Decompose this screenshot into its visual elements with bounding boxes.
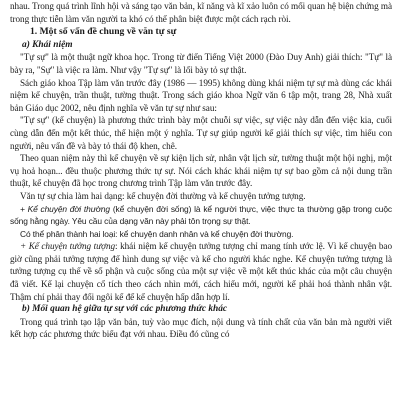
paragraph-imaginative-story (10, 240, 392, 303)
everyday-story-lead: + Kể chuyện đời thường (20, 203, 110, 214)
paragraph-intro: nhau. Trong quá trình lĩnh hội và sáng tạo văn bản, kĩ năng và kĩ xảo luôn có mối quan hệ biện chứng mà trong thực tiễn làm văn người ta khó có thể phân biệt được một cách rạch ròi. (10, 1, 392, 24)
subsection-heading-b: b) Mối quan hệ giữa tự sự với các phương thức khác (22, 304, 228, 315)
paragraph-two-types: Văn tự sự chia làm hai dạng: kể chuyện đời thường và kể chuyện tưởng tượng. (20, 190, 306, 201)
paragraph-textbook-history: Sách giáo khoa Tập làm văn trước đây (1986 — 1995) không dùng khái niệm tự sự mà dùng các khái niệm kể chuyện, trần thuật, tường thuật. Trong sách giáo khoa Ngữ văn 6 tập một, trang 28, Nhà xuất bản Giáo dục 2002, nêu định nghĩa về văn tự sự như sau: (10, 77, 392, 113)
everyday-story-body: (kể chuyện đời sống) là kể người thực, việc thực ta thường gặp trong cuộc sống hằng ngày. Yêu cầu của dạng văn này phải tôn trọng sự thật. (10, 203, 392, 227)
paragraph-definition-dictionary: "Tự sự" là một thuật ngữ khoa học. Trong từ điển Tiếng Việt 2000 (Đào Duy Anh) giải thích: "Tự" là bày ra, "Sự" là việc ra làm. Như vậy "Tự sự" là lối bày tỏ sự thật. (10, 52, 392, 75)
imaginative-story-lead: + Kể chuyện tưởng tượng (20, 241, 116, 252)
paragraph-everyday-story (10, 203, 392, 228)
paragraph-textbook-definition: "Tự sự" (kể chuyện) là phương thức trình bày một chuỗi sự việc, sự việc này dẫn đến việc kia, cuối cùng dẫn đến một kết thúc, thể hiện một ý nghĩa. Tự sự giúp người kể giải thích sự việc, tìm hiểu con người, nêu vấn đề và bày tỏ thái độ khen, chê. (10, 115, 392, 151)
subsection-heading-a: a) Khái niệm (22, 39, 73, 50)
paragraph-two-kinds: Có thể phân thành hai loại: kể chuyện danh nhân và kể chuyện đời thường. (20, 228, 294, 239)
paragraph-concept-scope: Theo quan niệm này thì kể chuyện về sự kiện lịch sử, nhân vật lịch sử, tường thuật một hội nghị, một vụ hoả hoạn... đều thuộc phương thức tự sự. Nói cách khác khái niệm tự sự bao gồm cả nội dung trần thuật, kể chuyện đã học trong chương trình Tập làm văn trước đây. (10, 153, 392, 189)
imaginative-story-body: : khái niệm kể chuyện tưởng tượng chỉ mang tính ước lệ. Vì kể chuyện bao giờ cũng phải tưởng tượng để hình dung sự việc và kể cho người khác nghe. Kể chuyện tưởng tượng là tưởng tượng cụ thể về số phận và cuộc sống của một sự việc về một kết thúc khác của một câu chuyện đã viết. Kể lại chuyện cổ tích theo cách nhìn mới, cách hiểu mới, người kể phải hoá thành nhân vật. Thậm chí phải thay đổi ngôi kể để kể chuyện hấp dẫn hợp lí. (10, 241, 392, 302)
paragraph-relationship: Trong quá trình tạo lập văn bản, tuỳ vào mục đích, nội dung và tính chất của văn bản mà người viết kết hợp các phương thức biểu đạt với nhau. Điều đó cũng có (10, 316, 392, 340)
section-heading-1: 1. Một số vấn đề chung về văn tự sự (30, 26, 177, 38)
